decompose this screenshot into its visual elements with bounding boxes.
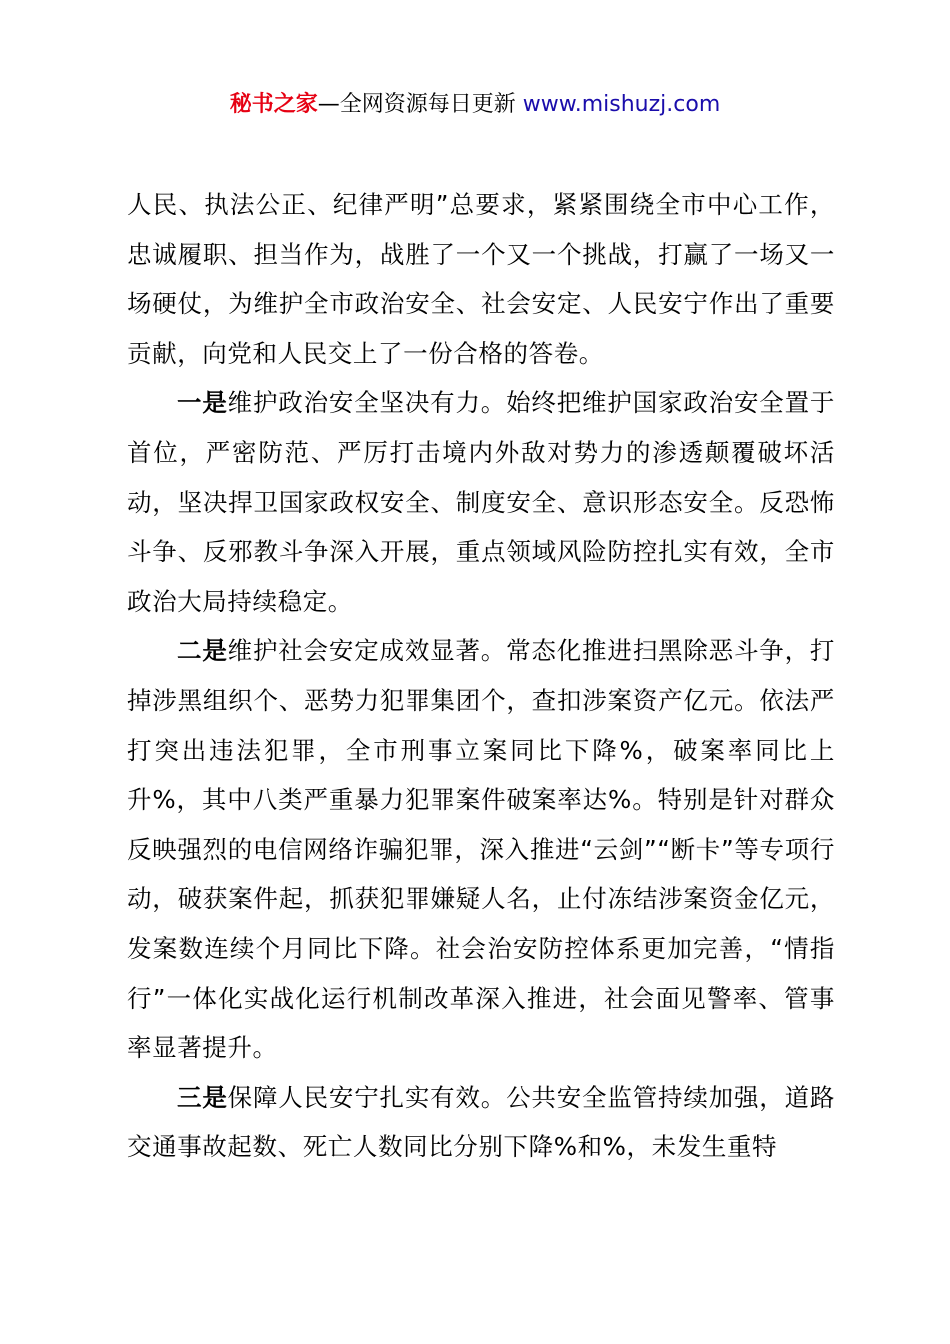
paragraph-text: 保障人民安宁扎实有效。公共安全监管持续加强，道路交通事故起数、死亡人数同比分别下降%和%，未发生重特 <box>127 1082 835 1162</box>
brand-name: 秘书之家 <box>229 92 318 117</box>
site-url-link[interactable]: www.mishuzj.com <box>522 92 721 117</box>
paragraph-text: 维护社会安定成效显著。常态化推进扫黑除恶斗争，打掉涉黑组织个、恶势力犯罪集团个，查扣涉案资产亿元。依法严打突出违法犯罪，全市刑事立案同比下降%，破案率同比上升%，其中八类严重暴力犯罪案件破案率达%。特别是针对群众反映强烈的电信网络诈骗犯罪，深入推进“云剑”“断卡”等专项行动，破获案件起，抓获犯罪嫌疑人名，止付冻结涉案资金亿元，发案数连续个月同比下降。社会治安防控体系更加完善，“情指行”一体化实战化运行机制改革深入推进，社会面见警率、管事率显著提升。 <box>127 636 835 1063</box>
paragraph-lead: 一是 <box>177 388 228 418</box>
paragraph-political-security <box>127 378 835 626</box>
paragraph-text: 维护政治安全坚决有力。始终把维护国家政治安全置于首位，严密防范、严厉打击境内外敌对势力的渗透颠覆破坏活动，坚决捍卫国家政权安全、制度安全、意识形态安全。反恐怖斗争、反邪教斗争深入开展，重点领域风险防控扎实有效，全市政治大局持续稳定。 <box>127 388 835 616</box>
site-header <box>0 88 950 122</box>
paragraph-lead: 三是 <box>177 1082 228 1112</box>
paragraph-social-stability <box>127 626 835 1072</box>
paragraph-intro <box>127 180 835 378</box>
document-body <box>127 180 835 1172</box>
paragraph-public-safety <box>127 1073 835 1172</box>
paragraph-text: 人民、执法公正、纪律严明”总要求，紧紧围绕全市中心工作，忠诚履职、担当作为，战胜了一个又一个挑战，打赢了一场又一场硬仗，为维护全市政治安全、社会安定、人民安宁作出了重要贡献，向党和人民交上了一份合格的答卷。 <box>127 190 835 368</box>
header-tagline: —全网资源每日更新 <box>317 92 523 117</box>
paragraph-lead: 二是 <box>177 636 228 666</box>
